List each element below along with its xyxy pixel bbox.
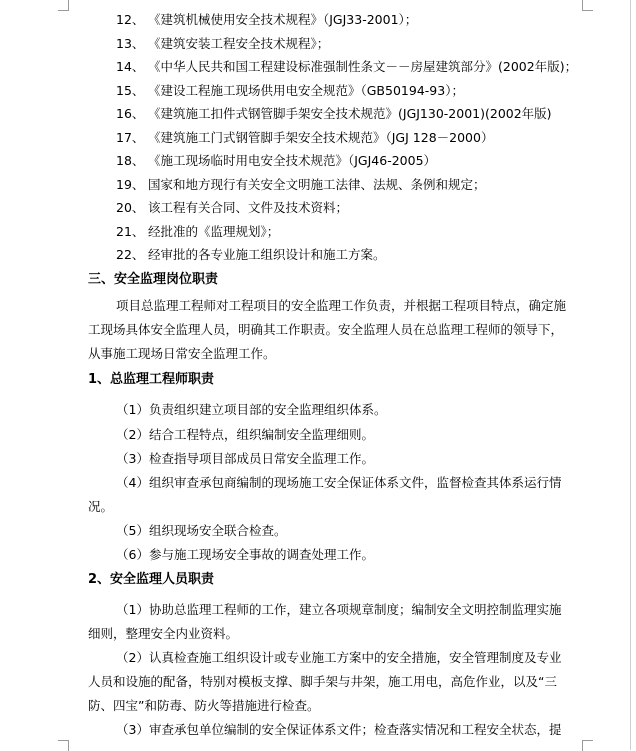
- duty-item: （1）负责组织建立项目部的安全监理组织体系。: [116, 402, 387, 417]
- list-text: 该工程有关合同、文件及技术资料；: [148, 200, 349, 215]
- duty-item: （2）结合工程特点，组织编制安全监理细则。: [116, 427, 374, 442]
- list-item: [116, 245, 386, 265]
- crop-mark-bottom-left: [58, 740, 69, 751]
- list-text: 《施工现场临时用电安全技术规范》（JGJ46-2005）: [148, 153, 437, 168]
- list-text: 《建筑施工扣件式钢管脚手架安全技术规范》(JGJ130-2001)(2002年版): [148, 106, 552, 121]
- list-number: 13、: [116, 36, 145, 51]
- list-item: [116, 10, 417, 30]
- list-item: [116, 34, 329, 54]
- list-number: 14、: [116, 59, 145, 74]
- duty-item-continued: 人员和设施的配备，特别对模板支撑、脚手架与井架，施工用电，高危作业，以及“三: [88, 674, 557, 689]
- duty-item-continued: 细则，整理安全内业资料。: [88, 626, 239, 641]
- list-text: 《中华人民共和国工程建设标准强制性条文－－房屋建筑部分》(2002年版)；: [148, 59, 578, 74]
- paragraph-line: 项目总监理工程师对工程项目的安全监理工作负责，并根据工程项目特点，确定施: [116, 298, 567, 313]
- list-number: 15、: [116, 83, 145, 98]
- list-item: [116, 81, 464, 101]
- crop-mark-bottom-right: [582, 740, 593, 751]
- duty-item: （3）检查指导项目部成员日常安全监理工作。: [116, 451, 374, 466]
- subsection-heading: 1、总监理工程师职责: [88, 372, 215, 387]
- crop-mark-top-left: [58, 0, 69, 11]
- duty-item: （1）协助总监理工程师的工作，建立各项规章制度；编制安全文明控制监理实施: [116, 602, 562, 617]
- duty-item: （5）组织现场安全联合检查。: [116, 523, 287, 538]
- crop-mark-top-right: [582, 0, 593, 11]
- section-heading: 三、安全监理岗位职责: [88, 272, 219, 287]
- list-number: 21、: [116, 224, 145, 239]
- list-item: [116, 57, 577, 77]
- list-item: [116, 128, 493, 148]
- list-number: 19、: [116, 177, 145, 192]
- list-item: [116, 104, 552, 124]
- list-number: 18、: [116, 153, 145, 168]
- list-text: 国家和地方现行有关安全文明施工法律、法规、条例和规定；: [148, 177, 486, 192]
- list-number: 12、: [116, 12, 145, 27]
- duty-item-continued: 防、四宝”和防毒、防火等措施进行检查。: [88, 698, 320, 713]
- list-text: 《建设工程施工现场供用电安全规范》（GB50194-93）；: [148, 83, 464, 98]
- list-text: 《建筑安装工程安全技术规程》；: [148, 36, 330, 51]
- paragraph-line: 从事施工现场日常安全监理工作。: [88, 346, 276, 361]
- list-text: 《建筑施工门式钢管脚手架安全技术规范》（JGJ 128－2000）: [148, 130, 494, 145]
- list-text: 经审批的各专业施工组织设计和施工方案。: [148, 247, 386, 262]
- list-item: [116, 198, 348, 218]
- subsection-heading: 2、安全监理人员职责: [88, 572, 215, 587]
- list-text: 《建筑机械使用安全技术规程》（JGJ33-2001）；: [148, 12, 418, 27]
- duty-item: （6）参与施工现场安全事故的调查处理工作。: [116, 547, 374, 562]
- duty-item: （2）认真检查施工组织设计或专业施工方案中的安全措施，安全管理制度及专业: [116, 650, 562, 665]
- list-item: [116, 151, 436, 171]
- paragraph-line: 工现场具体安全监理人员，明确其工作职责。安全监理人员在总监理工程师的领导下，: [88, 322, 564, 337]
- list-number: 22、: [116, 247, 145, 262]
- page-edge: [630, 0, 631, 750]
- list-text: 经批准的《监理规划》；: [148, 224, 280, 239]
- list-item: [116, 222, 279, 242]
- list-number: 20、: [116, 200, 145, 215]
- duty-item-continued: 况。: [88, 499, 114, 514]
- duty-item: （3）审查承包单位编制的安全保证体系文件；检查落实情况和工程安全状态，提: [116, 722, 562, 737]
- list-item: [116, 175, 486, 195]
- list-number: 17、: [116, 130, 145, 145]
- duty-item: （4）组织审查承包商编制的现场施工安全保证体系文件，监督检查其体系运行情: [116, 475, 562, 490]
- list-number: 16、: [116, 106, 145, 121]
